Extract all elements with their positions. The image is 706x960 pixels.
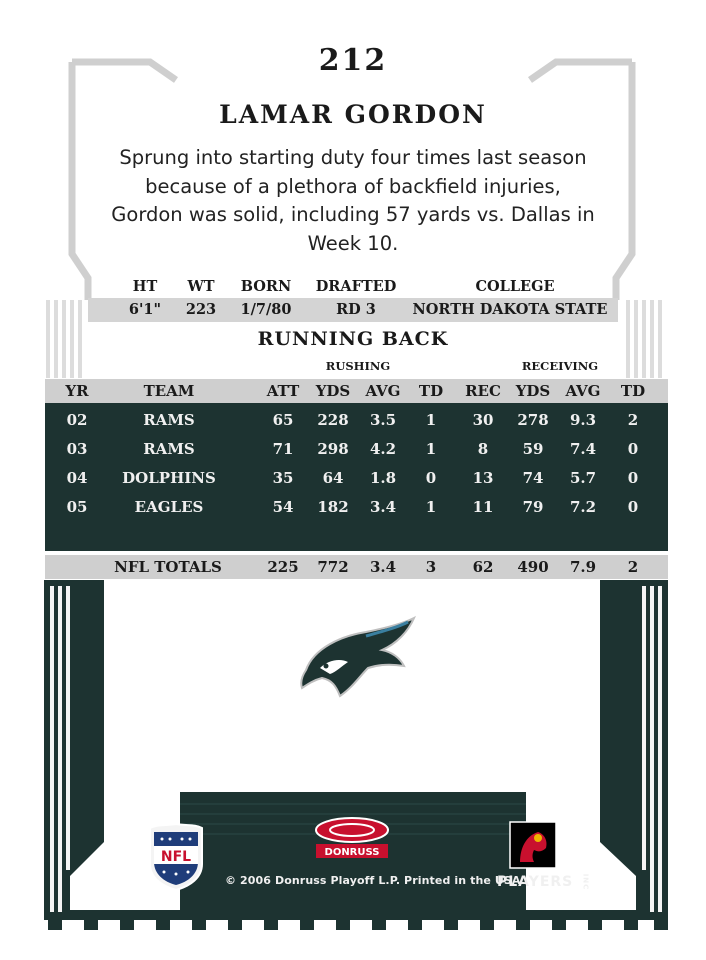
totals-rec-avg: 7.9: [569, 558, 597, 576]
stat-team: RAMS: [143, 440, 195, 458]
vitals-header-wt: WT: [187, 278, 215, 295]
svg-text:DONRUSS: DONRUSS: [324, 847, 380, 858]
table-row: [45, 469, 668, 493]
stat-rec-td: 0: [627, 498, 639, 516]
vitals-header-ht: HT: [132, 278, 158, 295]
stat-rec: 30: [472, 411, 494, 429]
stat-att: 71: [272, 440, 294, 458]
players-inc-icon: [510, 822, 556, 868]
stat-att: 54: [272, 498, 294, 516]
vitals-ht: 6'1": [128, 301, 162, 318]
table-row: [45, 411, 668, 435]
group-rushing: RUSHING: [325, 359, 391, 373]
top-bracket-left: [72, 62, 88, 300]
stat-rec-yds: 278: [517, 411, 549, 429]
totals-rec-td: 2: [627, 558, 639, 576]
stat-avg: 3.4: [369, 498, 397, 516]
vitals-values: [88, 298, 618, 322]
stat-team: RAMS: [143, 411, 195, 429]
stat-yds: 298: [317, 440, 349, 458]
stat-rec-td: 0: [627, 440, 639, 458]
stats-header-rec: REC: [465, 382, 501, 400]
stat-rec: 8: [477, 440, 489, 458]
players-label: PLAYERS: [497, 874, 574, 890]
stat-rec-yds: 59: [522, 440, 544, 458]
stats-header-yr: YR: [65, 382, 89, 400]
players-inc-label: INC: [581, 873, 590, 891]
stats-header-rec-td: TD: [620, 382, 646, 400]
stat-rec-td: 0: [627, 469, 639, 487]
totals-rec-yds: 490: [517, 558, 549, 576]
stat-avg: 4.2: [369, 440, 397, 458]
stat-yr: 02: [66, 411, 88, 429]
totals-yds: 772: [317, 558, 349, 576]
stat-rec-avg: 5.7: [569, 469, 597, 487]
stat-att: 65: [272, 411, 294, 429]
vitals-drafted: RD 3: [336, 301, 376, 318]
stat-td: 1: [425, 498, 437, 516]
table-row: [45, 440, 668, 464]
stat-rec-yds: 74: [522, 469, 544, 487]
stat-rec: 11: [472, 498, 494, 516]
eagles-logo-icon: [301, 618, 414, 696]
donruss-logo-icon: [316, 818, 388, 858]
vitals-header-drafted: DRAFTED: [315, 278, 397, 295]
stat-rec-avg: 7.4: [569, 440, 597, 458]
totals-td: 3: [425, 558, 437, 576]
vitals-header-born: BORN: [240, 278, 292, 295]
stat-yr: 04: [66, 469, 88, 487]
top-bracket-right: [616, 62, 632, 300]
stat-rec-avg: 7.2: [569, 498, 597, 516]
stat-yr: 05: [66, 498, 88, 516]
stats-header-td: TD: [418, 382, 444, 400]
nfl-shield-icon: [150, 824, 202, 890]
stats-body: [45, 403, 668, 551]
stat-td: 0: [425, 469, 437, 487]
stat-team: DOLPHINS: [122, 469, 216, 487]
totals-rec: 62: [472, 558, 494, 576]
stat-td: 1: [425, 411, 437, 429]
svg-text:NFL: NFL: [160, 849, 192, 865]
stats-header-rec-avg: AVG: [565, 382, 601, 400]
players-text: [497, 874, 596, 890]
vitals-born: 1/7/80: [240, 301, 292, 318]
card-number: 212: [318, 43, 388, 78]
bottom-frame: [44, 580, 668, 920]
player-position: RUNNING BACK: [257, 328, 449, 350]
copyright-text: © 2006 Donruss Playoff L.P. Printed in the USA.: [225, 874, 526, 887]
player-bio: Sprung into starting duty four times last season because of a plethora of backfield injuries, Gordon was solid, including 57 yards vs. Dallas in Week 10.: [111, 146, 595, 255]
stats-totals-row: [45, 555, 668, 579]
stat-avg: 1.8: [369, 469, 397, 487]
stats-header-yds: YDS: [315, 382, 351, 400]
stats-header: [45, 379, 668, 403]
totals-att: 225: [267, 558, 299, 576]
vitals-header: [0, 278, 706, 298]
stats-header-team: TEAM: [143, 382, 195, 400]
table-row: [45, 498, 668, 522]
stats-header-avg: AVG: [365, 382, 401, 400]
vitals-header-college: COLLEGE: [475, 278, 555, 295]
stat-rec-yds: 79: [522, 498, 544, 516]
group-receiving: RECEIVING: [521, 359, 599, 373]
stat-team: EAGLES: [134, 498, 204, 516]
stat-avg: 3.5: [369, 411, 397, 429]
stat-yds: 182: [317, 498, 349, 516]
stat-att: 35: [272, 469, 294, 487]
vitals-college: NORTH DAKOTA STATE: [412, 301, 608, 318]
stat-td: 1: [425, 440, 437, 458]
stat-rec-td: 2: [627, 411, 639, 429]
stat-yds: 64: [322, 469, 344, 487]
stats-header-rec-yds: YDS: [515, 382, 551, 400]
totals-avg: 3.4: [369, 558, 397, 576]
stat-yds: 228: [317, 411, 349, 429]
stat-rec: 13: [472, 469, 494, 487]
stats-header-att: ATT: [266, 382, 300, 400]
vitals-wt: 223: [185, 301, 217, 318]
player-name: LAMAR GORDON: [219, 100, 487, 129]
totals-label: NFL TOTALS: [114, 558, 222, 576]
stat-yr: 03: [66, 440, 88, 458]
stat-rec-avg: 9.3: [569, 411, 597, 429]
